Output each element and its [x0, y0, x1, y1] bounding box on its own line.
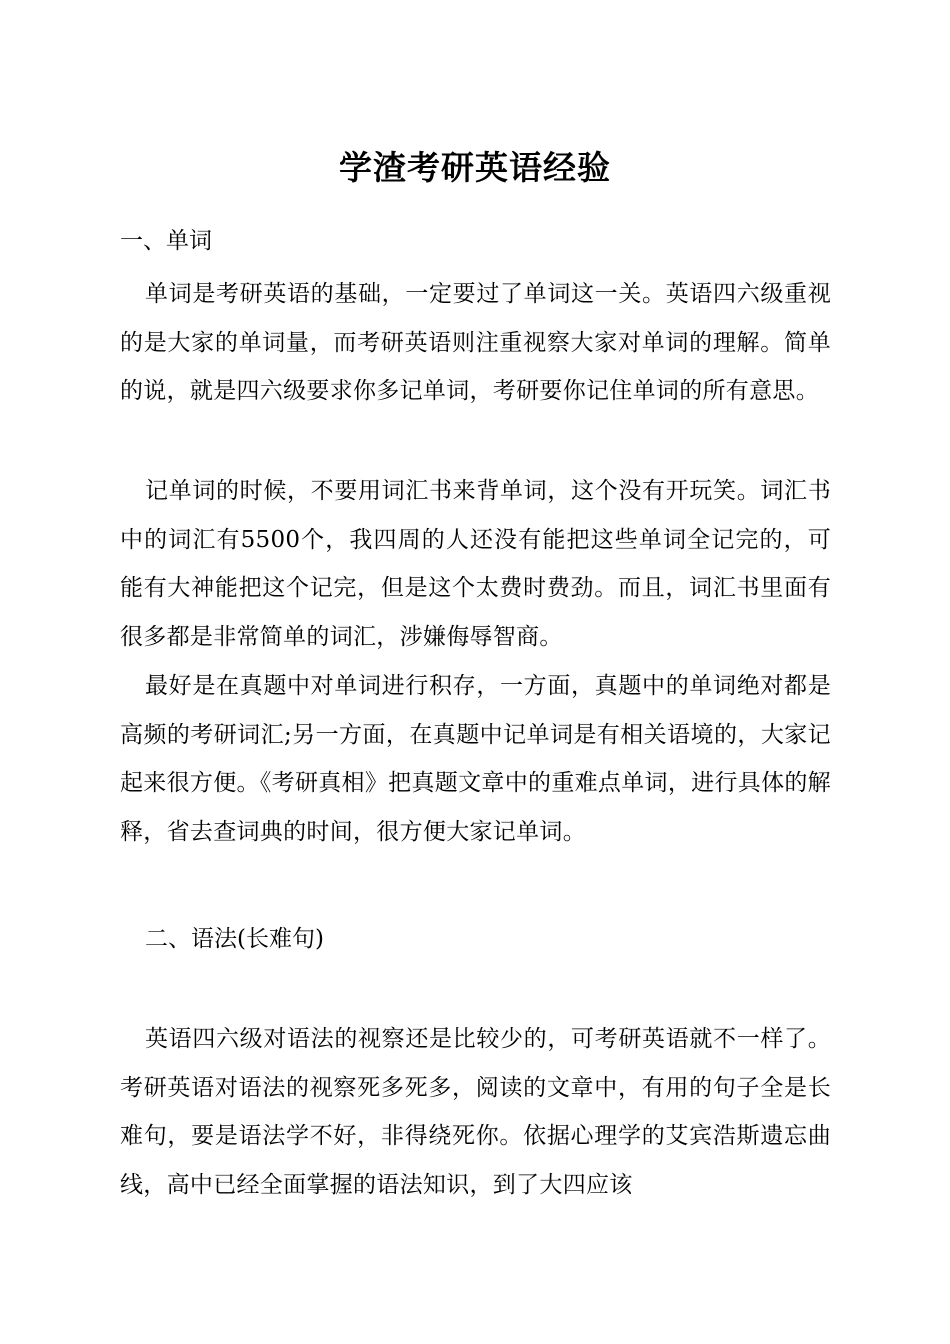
paragraph-grammar-1: 英语四六级对语法的视察还是比较少的，可考研英语就不一样了。考研英语对语法的视察死多死多，阅读的文章中，有用的句子全是长难句，要是语法学不好，非得绕死你。依据心理学的艾宾浩斯遗忘曲线，高中已经全面掌握的语法知识，到了大四应该	[120, 1026, 831, 1198]
paragraph-vocabulary-2: 记单词的时候，不要用词汇书来背单词，这个没有开玩笑。词汇书中的词汇有5500个，我四周的人还没有能把这些单词全记完的，可能有大神能把这个记完，但是这个太费时费劲。而且，词汇书里面有很多都是非常简单的词汇，涉嫌侮辱智商。	[120, 478, 831, 650]
paragraph-vocabulary-1: 单词是考研英语的基础，一定要过了单词这一关。英语四六级重视的是大家的单词量，而考研英语则注重视察大家对单词的理解。简单的说，就是四六级要求你多记单词，考研要你记住单词的所有意思。	[120, 281, 831, 404]
paragraph-vocabulary-3: 最好是在真题中对单词进行积存，一方面，真题中的单词绝对都是高频的考研词汇;另一方面，在真题中记单词是有相关语境的，大家记起来很方便。《考研真相》把真题文章中的重难点单词，进行具体的解释，省去查词典的时间，很方便大家记单词。	[120, 673, 831, 845]
section-heading-grammar: 二、语法(长难句)	[145, 926, 324, 952]
document-title: 学渣考研英语经验	[339, 148, 611, 187]
section-heading-vocabulary: 一、单词	[120, 228, 212, 254]
